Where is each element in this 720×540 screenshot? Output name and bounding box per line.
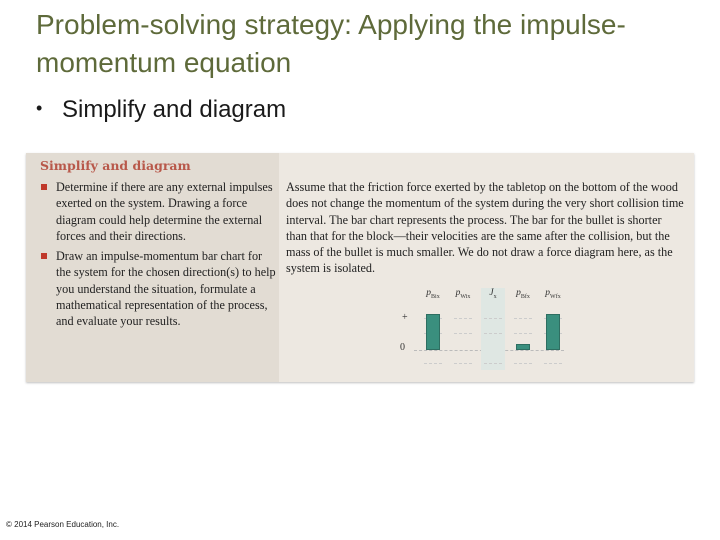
gridline bbox=[454, 363, 472, 364]
gridline bbox=[484, 363, 502, 364]
gridline bbox=[514, 318, 532, 319]
bullet-marker: • bbox=[36, 98, 43, 118]
impulse-column-background bbox=[481, 288, 505, 370]
square-bullet-icon bbox=[41, 253, 47, 259]
slide-title: Problem-solving strategy: Applying the impulse-momentum equation bbox=[36, 9, 626, 78]
category-label: $J_x$ bbox=[489, 288, 497, 300]
y-plus-label: + bbox=[402, 312, 408, 323]
square-bullet-icon bbox=[41, 184, 47, 190]
category-label: $p_{Bfx}$ bbox=[516, 288, 530, 300]
list-item-text: Draw an impulse-momentum bar chart for the system for the chosen direction(s) to help you understand the situation, formulate a mathematical representation of the process, and evaluate your results. bbox=[56, 249, 276, 329]
example-explanation: Assume that the friction force exerted by the tabletop on the bottom of the wood does not change the momentum of the system during the very short collision time interval. The bar chart represents the process. The bar for the bullet is shorter than that for the block—their velocities are the same after the collision, but the mass of the bullet is much smaller. We do not draw a force diagram here, as the system is isolated. bbox=[286, 180, 684, 276]
copyright-notice: © 2014 Pearson Education, Inc. bbox=[6, 520, 120, 529]
bullet-item bbox=[36, 96, 286, 124]
category-label: $p_{Bix}$ bbox=[426, 288, 440, 300]
gridline bbox=[514, 363, 532, 364]
gridline bbox=[484, 333, 502, 334]
textbook-excerpt-panel bbox=[26, 153, 694, 382]
category-label: $p_{Wix}$ bbox=[455, 288, 471, 300]
bullet-text: Simplify and diagram bbox=[62, 96, 287, 123]
strategy-list bbox=[40, 179, 276, 334]
bar-p-wfx bbox=[546, 314, 560, 350]
bar-p-bfx bbox=[516, 344, 530, 350]
gridline bbox=[484, 318, 502, 319]
panel-heading: Simplify and diagram bbox=[40, 158, 191, 173]
gridline bbox=[454, 333, 472, 334]
gridline bbox=[514, 333, 532, 334]
list-item bbox=[40, 179, 276, 244]
category-label: $p_{Wfx}$ bbox=[545, 288, 561, 300]
gridline bbox=[544, 363, 562, 364]
y-zero-label: 0 bbox=[400, 342, 405, 353]
gridline bbox=[424, 363, 442, 364]
impulse-momentum-bar-chart bbox=[394, 288, 574, 378]
bar-p-bix bbox=[426, 314, 440, 350]
list-item bbox=[40, 248, 276, 329]
list-item-text: Determine if there are any external impulses exerted on the system. Drawing a force diagram could help determine the external forces and their directions. bbox=[56, 180, 273, 243]
gridline bbox=[454, 318, 472, 319]
